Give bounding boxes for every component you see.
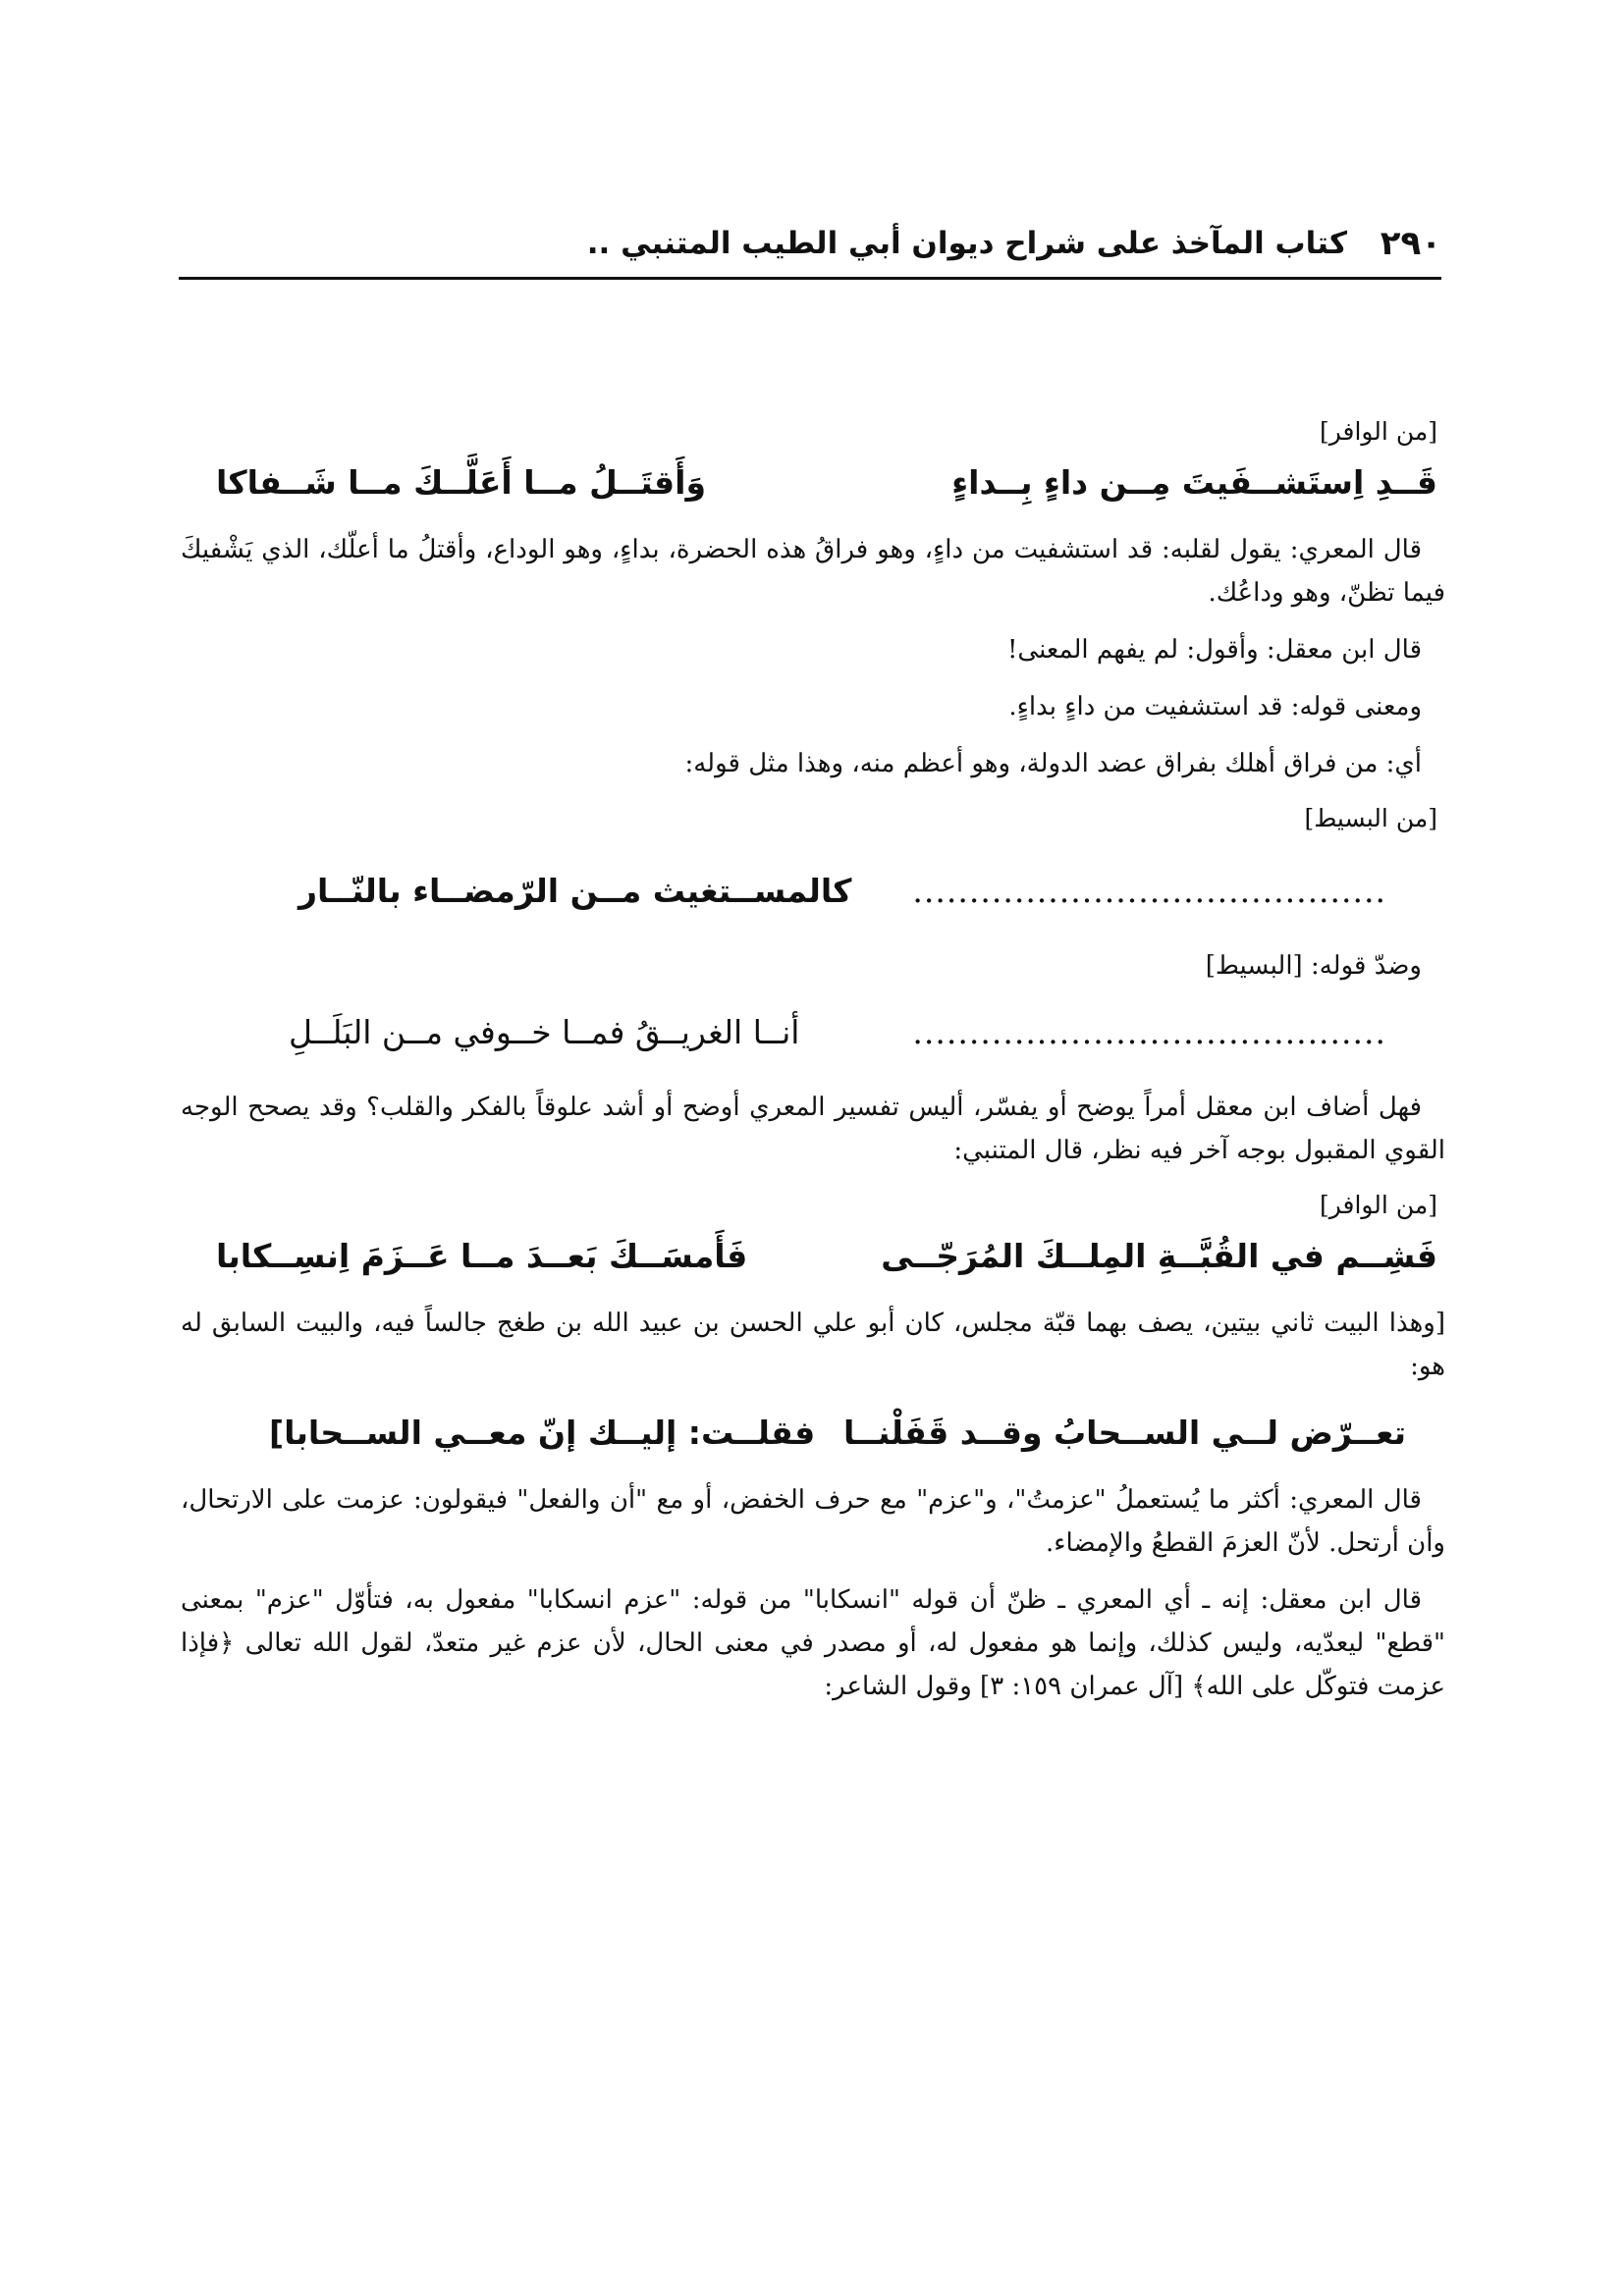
verse-second-hemistich: فَأَمسَــكَ بَعــدَ مــا عَــزَمَ اِنسِــكابا xyxy=(216,1237,748,1275)
verse-line xyxy=(181,1001,1445,1064)
verse-first-hemistich: قَــدِ اِستَشــفَيتَ مِــن داءٍ بِــداءٍ xyxy=(951,463,1437,502)
verse-first-hemistich: تعــرّض لــي الســحابُ وقــد قَفَلْنــا xyxy=(843,1414,1406,1452)
meter-label: [من الوافر] xyxy=(1319,417,1437,446)
paragraph: فهل أضاف ابن معقل أمراً يوضح أو يفسّر، أليس تفسير المعري أوضح أو أشد علوقاً بالفكر والقلب؟ وقد يصحح الوجه القوي المقبول بوجه آخر فيه نظر، قال المتنبي: xyxy=(181,1093,1445,1165)
verse-line xyxy=(181,860,1445,923)
paragraph: قال ابن معقل: إنه ـ أي المعري ـ ظنّ أن قوله "انسكابا" من قوله: "عزم انسكابا" مفعول به، فتأوّل "عزم" بمعنى "قطع" ليعدّيه، وليس كذلك، وإنما هو مفعول له، أو مصدر في معنى الحال، لأن عزم غير متعدّ، لقول الله تعالى ﴿فإذا عزمت فتوكّل على الله﴾ [آل عمران ١٥٩: ٣] وقول الشاعر: xyxy=(181,1585,1445,1701)
header-title: كتاب المآخذ على شراح ديوان أبي الطيب المتنبي .. xyxy=(586,226,1347,261)
paragraph: [وهذا البيت ثاني بيتين، يصف بهما قبّة مجلس، كان أبو علي الحسن بن عبيد الله بن طغج جالساً فيه، والبيت السابق له هو: xyxy=(181,1308,1445,1381)
verse-line xyxy=(181,1225,1445,1288)
verse-second-hemistich: وَأَقتَــلُ مــا أَعَلَّــكَ مــا شَــفاكا xyxy=(216,463,706,502)
paragraph: قال ابن معقل: وأقول: لم يفهم المعنى! xyxy=(1006,635,1422,665)
verse-second-hemistich: فقلــت: إليــك إنّ معــي الســحابا] xyxy=(269,1414,816,1452)
verse-second-hemistich: أنــا الغريــقُ فمــا خــوفي مــن البَلَــلِ xyxy=(289,1013,800,1051)
verse-line xyxy=(181,1402,1445,1465)
verse-second-hemistich: كالمســتغيث مــن الرّمضــاء بالنّــار xyxy=(298,872,852,910)
page-body xyxy=(181,412,1445,1708)
verse-line xyxy=(181,452,1445,514)
paragraph: وضدّ قوله: [البسيط] xyxy=(1205,951,1422,981)
paragraph: قال المعري: يقول لقلبه: قد استشفيت من داءٍ، وهو فراقُ هذه الحضرة، بداءٍ، وهو الوداع، وأقتلُ ما أعلّك، الذي يَشْفيكَ فيما تظنّ، وهو وداعُك. xyxy=(181,535,1445,608)
verse-first-hemistich-elided: .......................................... xyxy=(912,1013,1386,1051)
paragraph: قال المعري: أكثر ما يُستعملُ "عزمتُ"، و"عزم" مع حرف الخفض، أو مع "أن والفعل" فيقولون: عزمت على الارتحال، وأن أرتحل. لأنّ العزمَ القطعُ والإمضاء. xyxy=(181,1485,1445,1558)
paragraph: أي: من فراق أهلك بفراق عضد الدولة، وهو أعظم منه، وهذا مثل قوله: xyxy=(684,749,1422,778)
verse-first-hemistich: فَشِــم في القُبَّــةِ المِلــكَ المُرَجّــى xyxy=(881,1237,1437,1275)
meter-label: [من البسيط] xyxy=(1304,804,1437,832)
paragraph: ومعنى قوله: قد استشفيت من داءٍ بداءٍ. xyxy=(1008,692,1422,721)
running-header xyxy=(179,218,1441,280)
verse-first-hemistich-elided: .......................................... xyxy=(912,872,1386,910)
meter-label: [من الوافر] xyxy=(1319,1191,1437,1219)
page-number: ٢٩٠ xyxy=(1380,224,1441,263)
